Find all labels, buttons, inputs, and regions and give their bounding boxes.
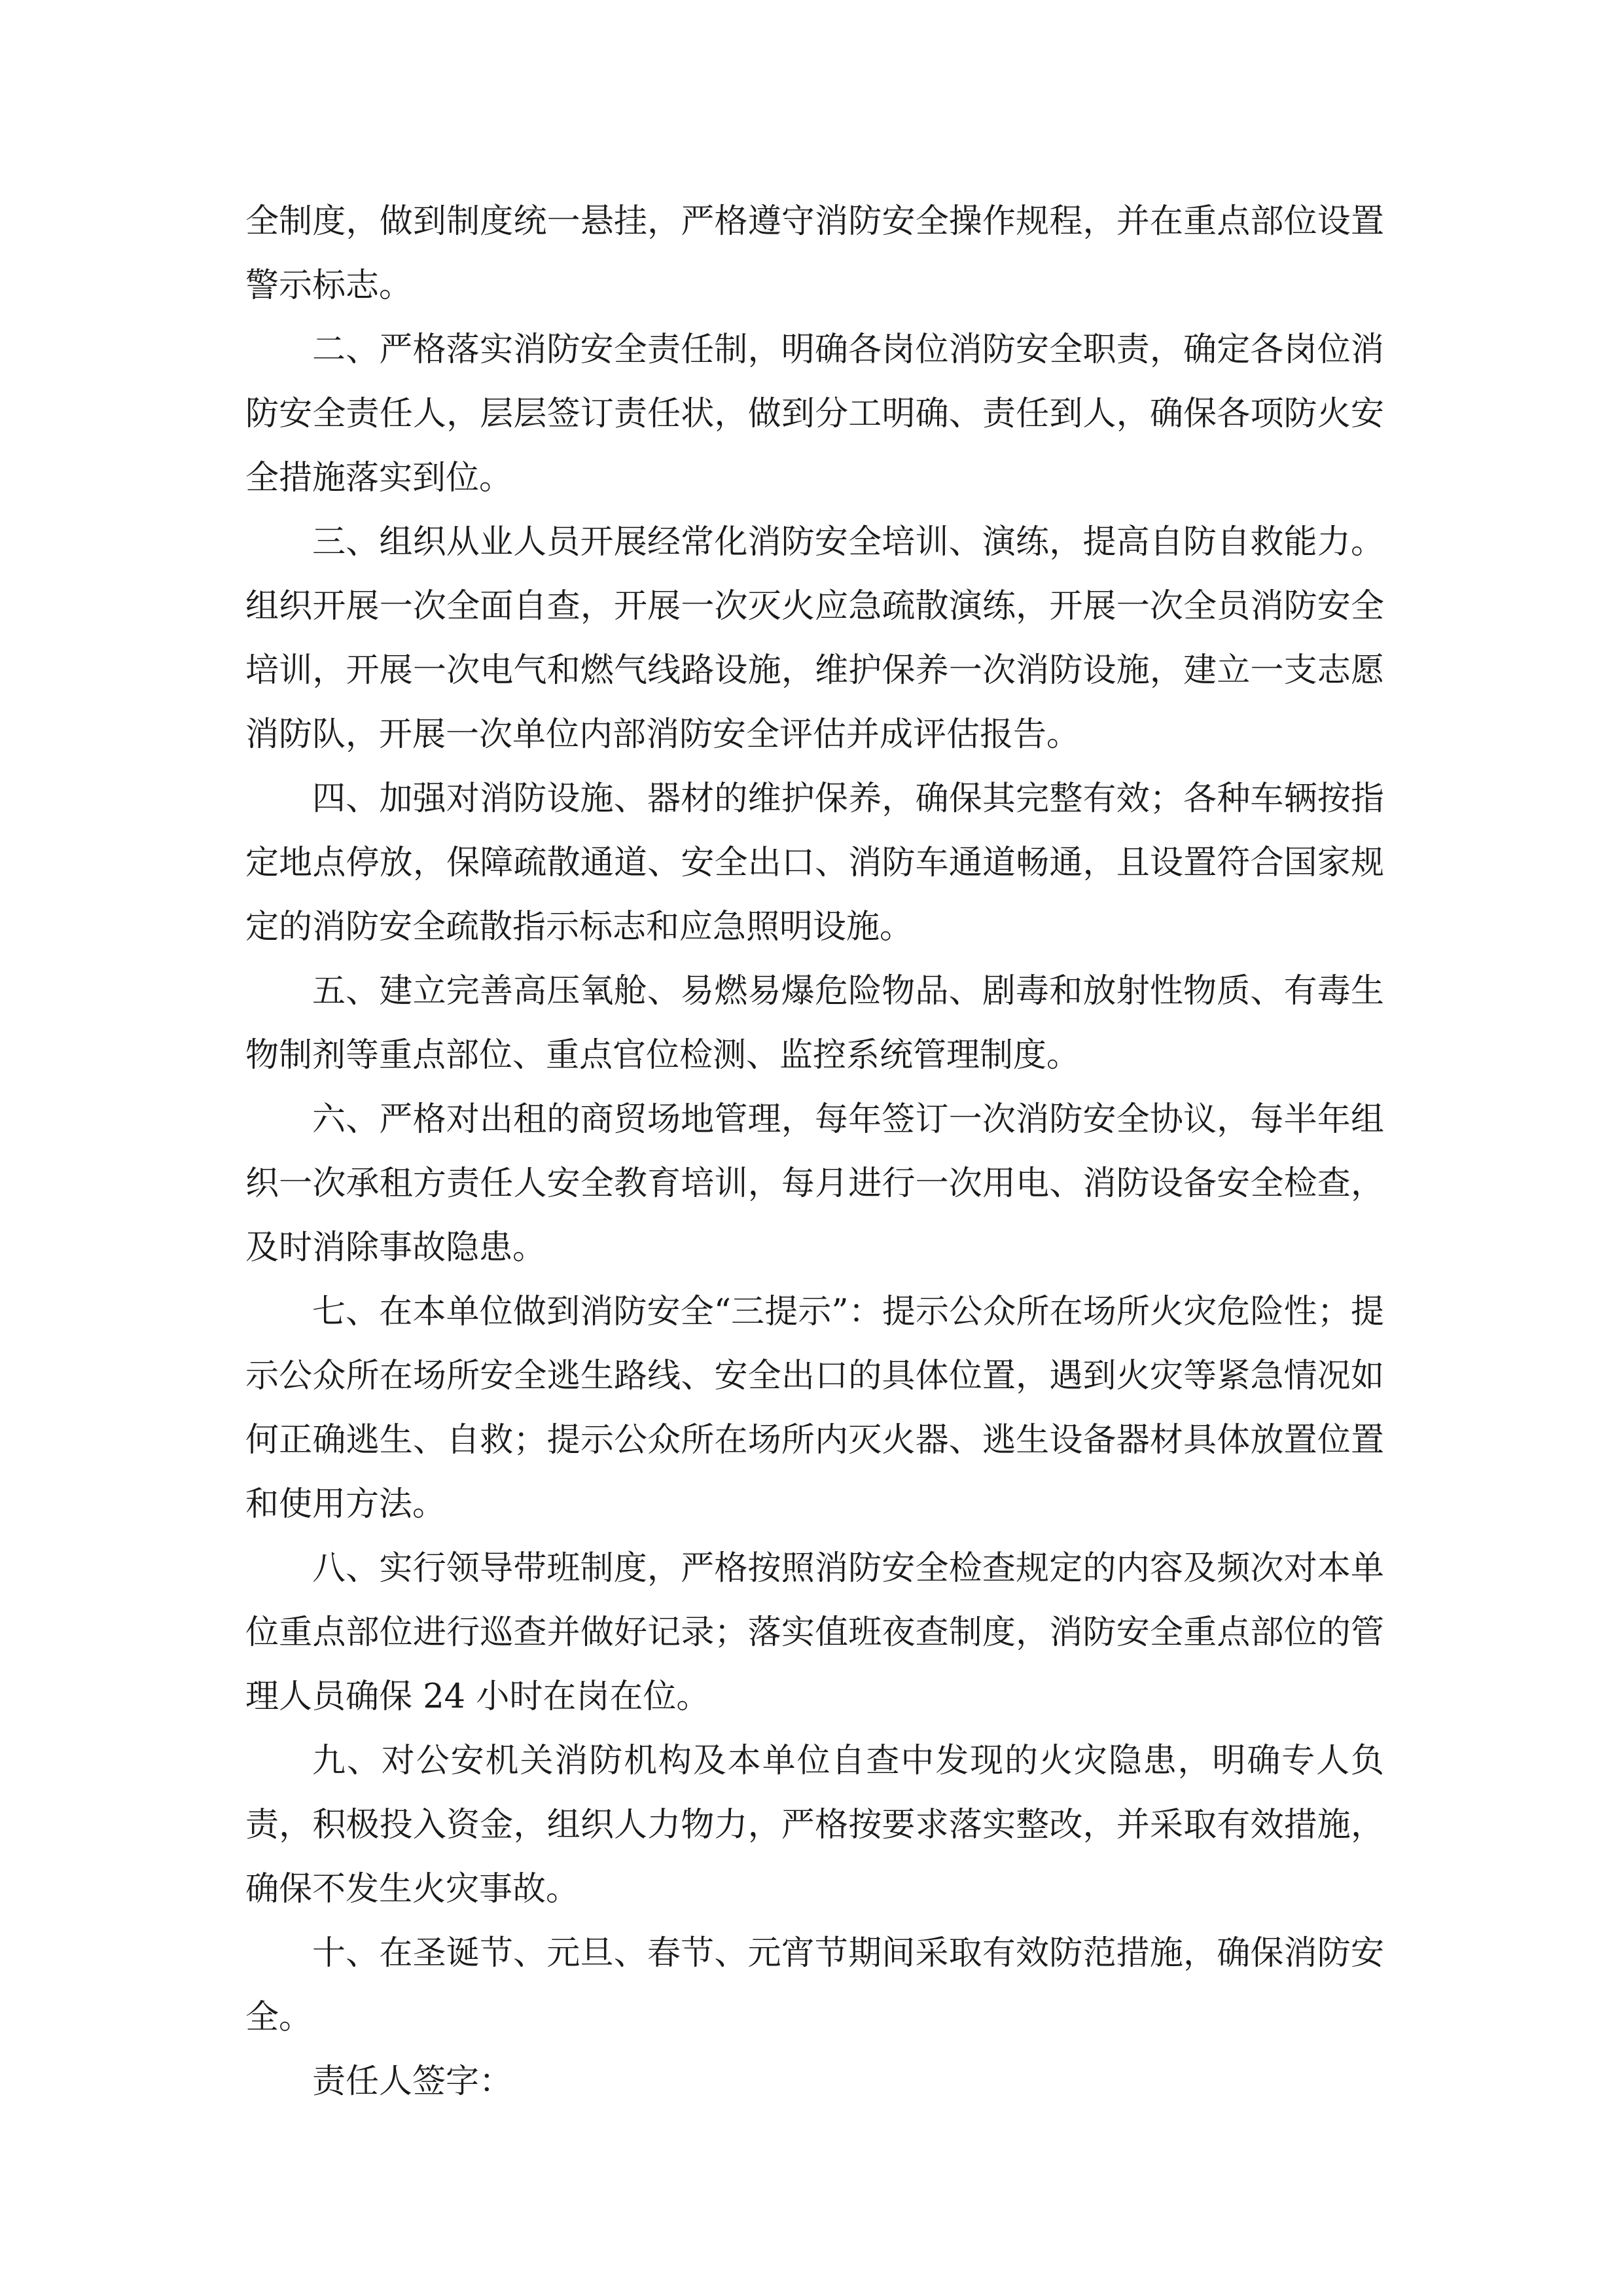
paragraph-item-9: 九、对公安机关消防机构及本单位自查中发现的火灾隐患，明确专人负责，积极投入资金，组织人力物力，严格按要求落实整改，并采取有效措施，确保不发生火灾事故。 [245, 1742, 1384, 1909]
paragraph-item-7: 七、在本单位做到消防安全“三提示”：提示公众所在场所火灾危险性；提示公众所在场所安全逃生路线、安全出口的具体位置，遇到火灾等紧急情况如何正确逃生、自救；提示公众所在场所内灭火器、逃生设备器材具体放置位置和使用方法。 [245, 1293, 1384, 1524]
document-body [245, 190, 1384, 2114]
paragraph-item-4: 四、加强对消防设施、器材的维护保养，确保其完整有效；各种车辆按指定地点停放，保障疏散通道、安全出口、消防车通道畅通，且设置符合国家规定的消防安全疏散指示标志和应急照明设施。 [245, 780, 1384, 946]
paragraph-item-5: 五、建立完善高压氧舱、易燃易爆危险物品、剧毒和放射性物质、有毒生物制剂等重点部位、重点官位检测、监控系统管理制度。 [245, 972, 1384, 1075]
paragraph-item-10: 十、在圣诞节、元旦、春节、元宵节期间采取有效防范措施，确保消防安全。 [245, 1934, 1384, 2037]
paragraph-item-3: 三、组织从业人员开展经常化消防安全培训、演练，提高自防自救能力。组织开展一次全面自查，开展一次灭火应急疏散演练，开展一次全员消防安全培训，开展一次电气和燃气线路设施，维护保养一次消防设施，建立一支志愿消防队，开展一次单位内部消防安全评估并成评估报告。 [245, 523, 1384, 754]
paragraph-item-2: 二、严格落实消防安全责任制，明确各岗位消防安全职责，确定各岗位消防安全责任人，层层签订责任状，做到分工明确、责任到人，确保各项防火安全措施落实到位。 [245, 331, 1384, 497]
signature-label: 责任人签字： [312, 2062, 513, 2101]
paragraph-item-8: 八、实行领导带班制度，严格按照消防安全检查规定的内容及频次对本单位重点部位进行巡查并做好记录；落实值班夜查制度，消防安全重点部位的管理人员确保 24 小时在岗在位。 [245, 1549, 1384, 1716]
paragraph-intro-continuation: 全制度，做到制度统一悬挂，严格遵守消防安全操作规程，并在重点部位设置警示标志。 [245, 202, 1384, 305]
paragraph-item-6: 六、严格对出租的商贸场地管理，每年签订一次消防安全协议，每半年组织一次承租方责任人安全教育培训，每月进行一次用电、消防设备安全检查，及时消除事故隐患。 [245, 1100, 1384, 1267]
